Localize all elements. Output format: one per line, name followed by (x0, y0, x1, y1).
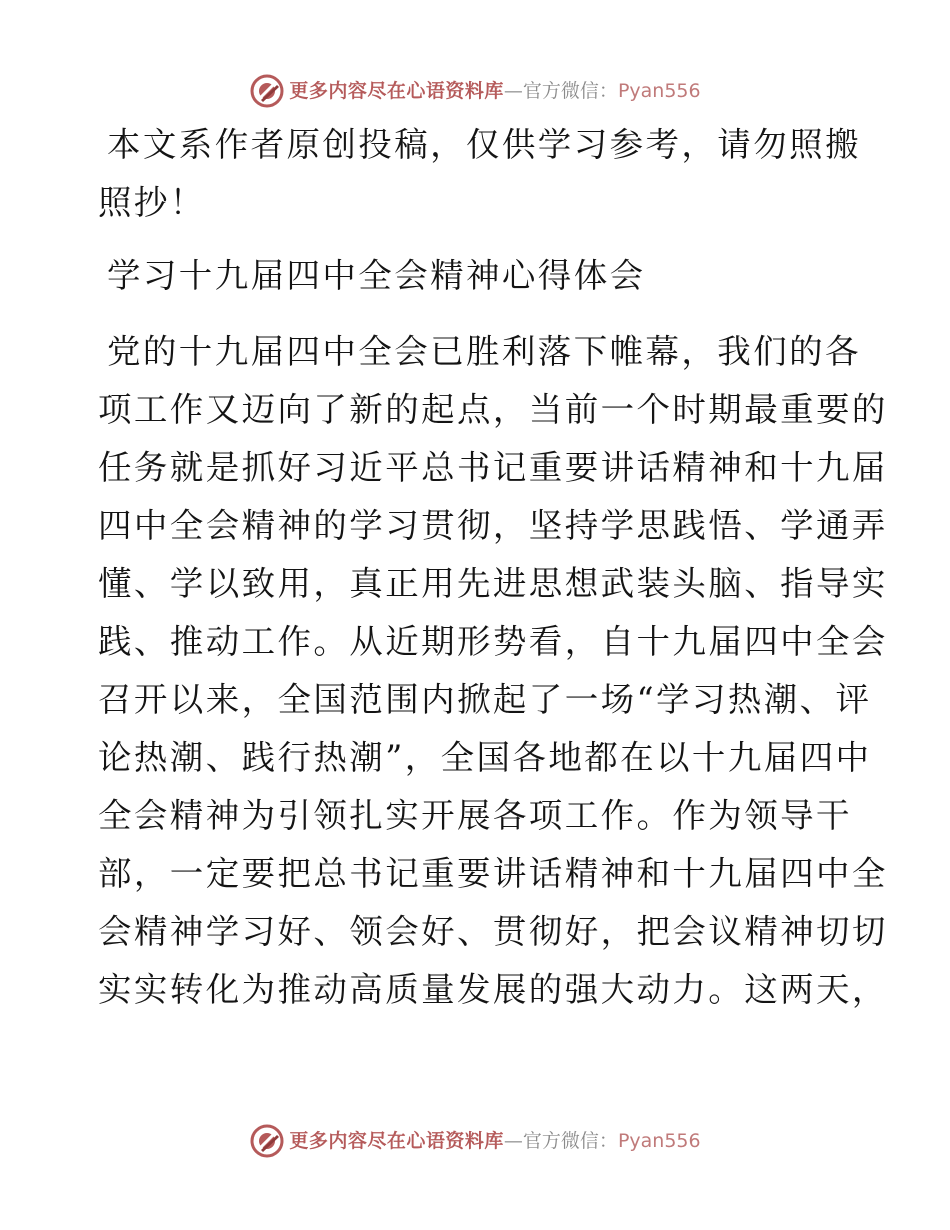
paragraph-line: 懂、学以致用，真正用先进思想武装头脑、指导实 (98, 564, 888, 603)
header-banner (0, 71, 950, 111)
header-wechat-label: 官方微信： (522, 79, 618, 102)
header-banner-text (289, 79, 701, 102)
paragraph-line: 召开以来，全国范围内掀起了一场“学习热潮、评 (98, 680, 872, 719)
paragraph-line: 项工作又迈向了新的起点，当前一个时期最重要的 (98, 390, 888, 429)
notice-line-1: 本文系作者原创投稿，仅供学习参考，请勿照搬 (107, 125, 861, 164)
footer-brand: 更多内容尽在心语资料库 (289, 1129, 504, 1152)
footer-wechat-id: Pyan556 (617, 1129, 701, 1152)
header-separator: — (503, 79, 523, 102)
document-title: 学习十九届四中全会精神心得体会 (107, 256, 646, 295)
paragraph-line: 部，一定要把总书记重要讲话精神和十九届四中全 (98, 854, 888, 893)
logo-icon (249, 73, 285, 109)
footer-separator: — (503, 1129, 523, 1152)
header-wechat-id: Pyan556 (617, 79, 701, 102)
notice-line-2: 照抄！ (98, 183, 206, 222)
footer-banner-text (289, 1129, 701, 1152)
paragraph-line: 会精神学习好、领会好、贯彻好，把会议精神切切 (98, 912, 888, 951)
paragraph-line: 任务就是抓好习近平总书记重要讲话精神和十九届 (98, 448, 888, 487)
footer-banner (0, 1121, 950, 1161)
footer-wechat-label: 官方微信： (522, 1129, 618, 1152)
paragraph-line: 全会精神为引领扎实开展各项工作。作为领导干 (98, 796, 852, 835)
paragraph-line: 践、推动工作。从近期形势看，自十九届四中全会 (98, 622, 888, 661)
paragraph-line: 四中全会精神的学习贯彻，坚持学思践悟、学通弄 (98, 506, 888, 545)
paragraph-line: 党的十九届四中全会已胜利落下帷幕，我们的各 (107, 332, 861, 371)
paragraph-line: 实实转化为推动高质量发展的强大动力。这两天， (98, 970, 888, 1009)
logo-icon (249, 1123, 285, 1159)
header-brand: 更多内容尽在心语资料库 (289, 79, 504, 102)
paragraph-line: 论热潮、践行热潮”，全国各地都在以十九届四中 (98, 738, 872, 777)
